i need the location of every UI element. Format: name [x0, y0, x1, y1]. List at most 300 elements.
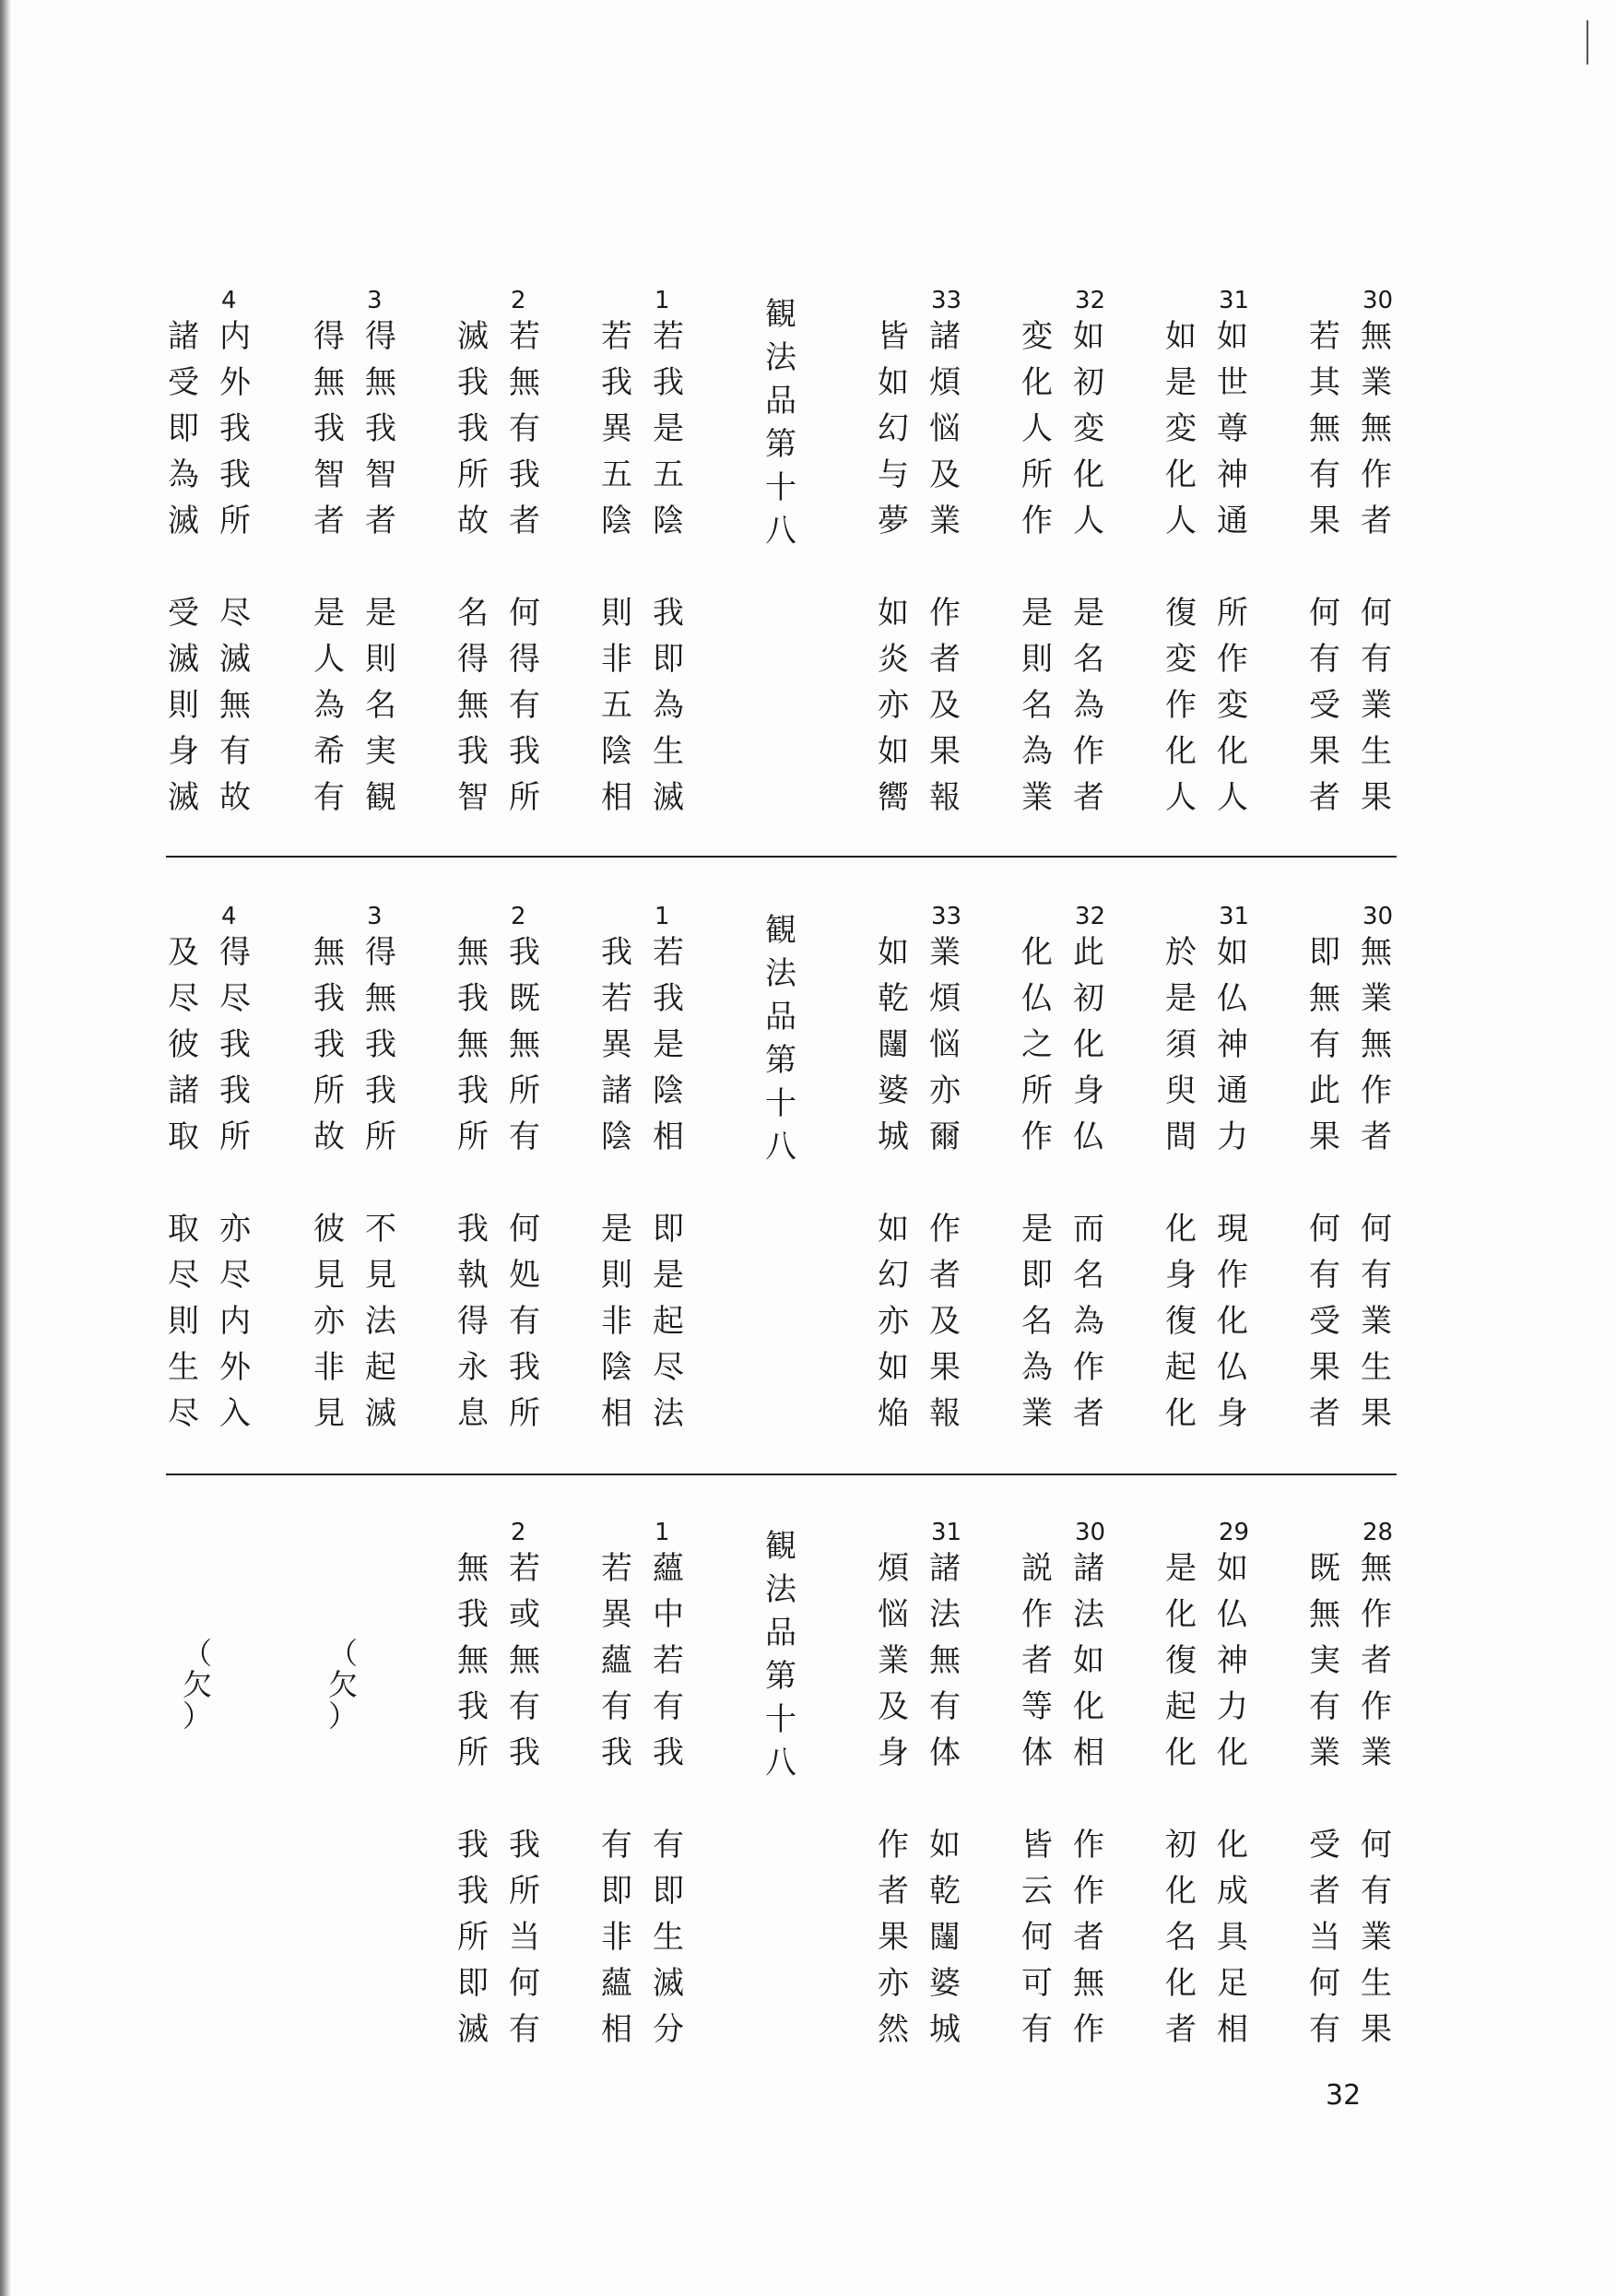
verse-row: 是 世 — [1165, 364, 1248, 401]
verse-31 — [1156, 288, 1257, 821]
missing-verse-4: （ 欠 ） — [182, 1636, 212, 1734]
verse-row: 者 果 — [1309, 1395, 1392, 1432]
chapter-title: 観 法 品 第 十 八 — [765, 912, 796, 1166]
verse-gap — [167, 544, 252, 590]
verse-row: 業 者 — [1021, 1395, 1104, 1432]
verse-row: 復 化 — [1165, 1303, 1248, 1340]
verse-gap — [456, 544, 541, 590]
verse-row: 彼 我 — [168, 1026, 251, 1063]
verse-row: 陰 生 — [601, 733, 684, 770]
verse-row: 変 尊 — [1165, 410, 1248, 447]
verse-row: 変 作 — [1165, 641, 1248, 678]
verse-row: 果 生 — [1309, 1349, 1392, 1386]
verse-row: 果 生 — [1309, 733, 1392, 770]
verse-row: 我 所 — [457, 1873, 540, 1910]
verse-row: 果 者 — [1309, 1118, 1392, 1155]
verse-lines — [456, 929, 541, 1437]
scan-right-mark — [1587, 20, 1588, 65]
verse-row: 我 我 — [457, 1827, 540, 1864]
verse-row: 亦 法 — [313, 1303, 396, 1340]
page-number: 32 — [1326, 2079, 1362, 2112]
verse-lines — [877, 1545, 961, 2053]
verse-number: 31 — [931, 1519, 962, 1546]
verse-row: 相 滅 — [601, 779, 684, 816]
verse-number: 30 — [1075, 1519, 1106, 1546]
verse-gap — [313, 544, 397, 590]
verse-row: 乾 煩 — [878, 980, 961, 1017]
verse-lines — [877, 929, 961, 1437]
verse-lines — [1164, 1545, 1249, 2053]
verse-row: 非 起 — [313, 1349, 396, 1386]
verse-row: 所 身 — [1021, 1072, 1104, 1109]
verse-row: 説 諸 — [1021, 1550, 1104, 1587]
verse-row: 蘊 滅 — [601, 1965, 684, 2002]
verse-29 — [1156, 1520, 1257, 2053]
verse-row: 業 業 — [1309, 1734, 1392, 1771]
verse-row: 希 実 — [313, 733, 396, 770]
verse-row: 我 有 — [457, 1688, 540, 1725]
verse-row: 化 此 — [1021, 934, 1104, 971]
verse-row: 婆 亦 — [878, 1072, 961, 1109]
verse-number: 32 — [1075, 903, 1106, 930]
verse-gap — [1164, 544, 1249, 590]
verse-row: 者 乾 — [878, 1873, 961, 1910]
verse-gap — [877, 544, 961, 590]
verse-number: 1 — [655, 287, 670, 314]
verse-30 — [1300, 288, 1401, 821]
verse-row: 無 無 — [1309, 410, 1392, 447]
verse-row: 諸 我 — [168, 1072, 251, 1109]
verse-row: 尽 尽 — [168, 980, 251, 1017]
verse-gap — [1164, 1160, 1249, 1206]
verse-row: 無 得 — [313, 934, 396, 971]
verse-row: 皆 諸 — [878, 318, 961, 355]
verse-row: 無 無 — [457, 1026, 540, 1063]
verse-lines — [1020, 929, 1105, 1437]
verse-row: 須 神 — [1165, 1026, 1248, 1063]
verse-lines — [1020, 1545, 1105, 2053]
verse-row: 是 仏 — [1165, 980, 1248, 1017]
verse-row: 得 得 — [457, 641, 540, 678]
verse-gap — [313, 1160, 397, 1206]
verse-30 — [1300, 904, 1401, 1437]
verse-row: 諸 陰 — [601, 1072, 684, 1109]
verse-row: 幻 悩 — [878, 410, 961, 447]
verse-row: 我 若 — [601, 934, 684, 971]
verse-row: 城 爾 — [878, 1118, 961, 1155]
verse-row: 化 身 — [1165, 1395, 1248, 1432]
verse-row: 幻 者 — [878, 1257, 961, 1294]
verse-row: 有 作 — [1309, 456, 1392, 493]
verse-row: 即 名 — [1021, 1257, 1104, 1294]
verse-row: 即 我 — [168, 410, 251, 447]
verse-row: 作 如 — [878, 1827, 961, 1864]
verse-row: 者 相 — [1165, 2011, 1248, 2048]
verse-lines — [1020, 314, 1105, 821]
verse-row: 有 作 — [1309, 1688, 1392, 1725]
verse-row: 亦 及 — [878, 687, 961, 724]
verse-row: 何 何 — [1309, 1211, 1392, 1248]
verse-row: 為 名 — [313, 687, 396, 724]
verse-row: 然 城 — [878, 2011, 961, 2048]
verse-row: 身 作 — [1165, 1257, 1248, 1294]
verse-row: 無 我 — [457, 934, 540, 971]
verse-row: 名 為 — [1021, 687, 1104, 724]
verse-row: 我 無 — [313, 980, 396, 1017]
verse-33 — [868, 904, 970, 1437]
verse-row: 人 則 — [313, 641, 396, 678]
verse-row: 非 起 — [601, 1303, 684, 1340]
verse-row: 等 化 — [1021, 1688, 1104, 1725]
verse-row: 相 法 — [601, 1395, 684, 1432]
verse-row: 異 是 — [601, 410, 684, 447]
verse-row: 仏 初 — [1021, 980, 1104, 1017]
verse-row: 為 作 — [1021, 733, 1104, 770]
verse-row: 臾 通 — [1165, 1072, 1248, 1109]
verse-row: 若 無 — [1309, 318, 1392, 355]
verse-row: 即 即 — [601, 1873, 684, 1910]
verse-row: 我 有 — [457, 410, 540, 447]
verse-row: 者 者 — [313, 503, 396, 539]
verse-row: 之 化 — [1021, 1026, 1104, 1063]
verse-gap — [456, 1776, 541, 1822]
verse-row: 間 力 — [1165, 1118, 1248, 1155]
section-divider — [166, 1473, 1397, 1475]
verse-row: 変 如 — [1021, 318, 1104, 355]
verse-row: 我 既 — [457, 980, 540, 1017]
verse-row: 故 者 — [457, 503, 540, 539]
verse-row: 者 果 — [1309, 779, 1392, 816]
verse-row: 陰 相 — [601, 1118, 684, 1155]
verse-row: 与 及 — [878, 456, 961, 493]
verse-row: 無 有 — [457, 687, 540, 724]
verse-row: 嚮 報 — [878, 779, 961, 816]
verse-4 — [159, 904, 260, 1437]
verse-row: 故 所 — [313, 1118, 396, 1155]
verse-lines — [313, 314, 397, 821]
verse-row: 復 所 — [1165, 595, 1248, 632]
verse-row: 有 無 — [1309, 1026, 1392, 1063]
verse-gap — [456, 1160, 541, 1206]
verse-row: 何 者 — [1021, 1919, 1104, 1956]
verse-row: 受 業 — [1309, 687, 1392, 724]
verse-lines — [167, 314, 252, 821]
verse-row: 初 化 — [1165, 1827, 1248, 1864]
verse-row: 所 我 — [457, 456, 540, 493]
verse-row: 業 者 — [1021, 779, 1104, 816]
verse-row: 陰 陰 — [601, 503, 684, 539]
verse-row: 此 作 — [1309, 1072, 1392, 1109]
verse-4 — [159, 288, 260, 821]
verse-1 — [592, 1520, 693, 2053]
verse-row: 如 作 — [878, 1211, 961, 1248]
verse-row: 受 尽 — [168, 595, 251, 632]
verse-row: 五 五 — [601, 456, 684, 493]
verse-row: 人 通 — [1165, 503, 1248, 539]
verse-row: 若 若 — [601, 318, 684, 355]
verse-row: 炎 者 — [878, 641, 961, 678]
verse-number: 3 — [367, 903, 383, 930]
verse-row: 是 而 — [1021, 1211, 1104, 1248]
verse-2 — [448, 288, 549, 821]
verse-gap — [1308, 1776, 1393, 1822]
verse-number: 3 — [367, 287, 383, 314]
verse-row: 我 所 — [457, 1072, 540, 1109]
verse-row: 蘊 若 — [601, 1642, 684, 1679]
verse-row: 起 力 — [1165, 1688, 1248, 1725]
verse-row: 所 化 — [1021, 456, 1104, 493]
verse-lines — [877, 314, 961, 821]
verse-row: 夢 業 — [878, 503, 961, 539]
verse-gap — [1020, 1776, 1105, 1822]
verse-row: 身 有 — [168, 733, 251, 770]
verse-row: 有 有 — [1309, 1257, 1392, 1294]
verse-row: 及 有 — [878, 1688, 961, 1725]
verse-number: 33 — [931, 287, 962, 314]
verse-row: 則 内 — [168, 1303, 251, 1340]
verse-gap — [1308, 1160, 1393, 1206]
verse-number: 30 — [1362, 287, 1394, 314]
verse-row: 滅 若 — [457, 318, 540, 355]
verse-row: 執 処 — [457, 1257, 540, 1294]
verse-row: 相 分 — [601, 2011, 684, 2048]
verse-row: 者 如 — [1021, 1642, 1104, 1679]
verse-row: 化 足 — [1165, 1965, 1248, 2002]
verse-row: 者 有 — [1309, 1873, 1392, 1910]
verse-row: 有 作 — [1021, 2011, 1104, 2048]
verse-row: 得 有 — [457, 1303, 540, 1340]
verse-gap — [167, 1160, 252, 1206]
verse-number: 28 — [1362, 1519, 1394, 1546]
verse-row: 即 無 — [1309, 934, 1392, 971]
verse-row: 作 仏 — [1021, 1118, 1104, 1155]
verse-28 — [1300, 1520, 1401, 2053]
verse-row: 煩 諸 — [878, 1550, 961, 1587]
verse-lines — [600, 1545, 685, 2053]
verse-row: 名 何 — [457, 595, 540, 632]
verse-row: 異 中 — [601, 1596, 684, 1633]
verse-row: 如 果 — [878, 733, 961, 770]
verse-row: 智 智 — [313, 456, 396, 493]
verse-row: 我 我 — [313, 410, 396, 447]
verse-number: 2 — [511, 287, 526, 314]
verse-row: 無 無 — [313, 364, 396, 401]
verse-row: 果 者 — [1309, 503, 1392, 539]
verse-row: 起 仏 — [1165, 1349, 1248, 1386]
verse-row: 如 煩 — [878, 364, 961, 401]
section-divider — [166, 856, 1397, 858]
verse-lines — [600, 314, 685, 821]
verse-row: 如 業 — [878, 934, 961, 971]
verse-row: 滅 滅 — [168, 641, 251, 678]
verse-gap — [1164, 1776, 1249, 1822]
verse-2 — [448, 1520, 549, 2053]
verse-row: 作 変 — [1165, 687, 1248, 724]
verse-row: 非 生 — [601, 1919, 684, 1956]
verse-number: 29 — [1219, 1519, 1250, 1546]
verse-row: 取 亦 — [168, 1211, 251, 1248]
verse-row: 異 是 — [601, 1026, 684, 1063]
verse-row: 為 作 — [1021, 1349, 1104, 1386]
verse-number: 2 — [511, 1519, 526, 1546]
verse-row: 所 我 — [313, 1072, 396, 1109]
verse-row: 我 我 — [601, 1734, 684, 1771]
verse-row: 陰 尽 — [601, 1349, 684, 1386]
verse-row: 無 作 — [1309, 1596, 1392, 1633]
verse-number: 33 — [931, 903, 962, 930]
verse-row: 尽 入 — [168, 1395, 251, 1432]
verse-row: 滅 所 — [168, 503, 251, 539]
verse-row: 作 人 — [1021, 503, 1104, 539]
verse-row: 永 我 — [457, 1349, 540, 1386]
verse-row: 我 我 — [457, 733, 540, 770]
missing-verse-3: （ 欠 ） — [327, 1636, 358, 1734]
verse-row: 如 作 — [878, 595, 961, 632]
verse-row: 於 如 — [1165, 934, 1248, 971]
verse-row: 則 我 — [601, 595, 684, 632]
verse-row: 即 何 — [457, 1965, 540, 2002]
verse-lines — [1308, 1545, 1393, 2053]
verse-row: 皆 作 — [1021, 1827, 1104, 1864]
verse-row: 体 相 — [1021, 1734, 1104, 1771]
verse-row: 復 神 — [1165, 1642, 1248, 1679]
verse-row: 所 当 — [457, 1919, 540, 1956]
verse-row: 取 所 — [168, 1118, 251, 1155]
verse-row: 及 得 — [168, 934, 251, 971]
verse-row: 我 何 — [457, 1211, 540, 1248]
verse-row: 何 何 — [1309, 595, 1392, 632]
verse-3 — [304, 904, 406, 1437]
verse-number: 4 — [221, 903, 237, 930]
verse-row: 人 人 — [1165, 779, 1248, 816]
verse-32 — [1012, 904, 1114, 1437]
verse-row: 見 滅 — [313, 1395, 396, 1432]
verse-row: 受 外 — [168, 364, 251, 401]
verse-row: 如 如 — [1165, 318, 1248, 355]
verse-lines — [600, 929, 685, 1437]
verse-31 — [868, 1520, 970, 2053]
verse-row: 有 果 — [1309, 2011, 1392, 2048]
verse-row: 則 是 — [601, 1257, 684, 1294]
verse-row: 我 我 — [601, 364, 684, 401]
verse-row: 名 為 — [1021, 1303, 1104, 1340]
verse-row: 無 業 — [1309, 980, 1392, 1017]
verse-row: 則 無 — [168, 687, 251, 724]
verse-row: 生 外 — [168, 1349, 251, 1386]
verse-33 — [868, 288, 970, 821]
verse-row: 実 者 — [1309, 1642, 1392, 1679]
verse-lines — [1164, 314, 1249, 821]
verse-lines — [167, 929, 252, 1437]
verse-row: 有 有 — [601, 1688, 684, 1725]
verse-row: 所 我 — [457, 1734, 540, 1771]
verse-lines — [1308, 929, 1393, 1437]
verse-row: 為 我 — [168, 456, 251, 493]
verse-row: 化 成 — [1165, 1873, 1248, 1910]
verse-row: 何 生 — [1309, 1965, 1392, 2002]
verse-row: 滅 故 — [168, 779, 251, 816]
verse-row: 化 現 — [1165, 1211, 1248, 1248]
verse-row: 得 得 — [313, 318, 396, 355]
verse-row: 諸 内 — [168, 318, 251, 355]
verse-row: 我 或 — [457, 1596, 540, 1633]
verse-row: 彼 不 — [313, 1211, 396, 1248]
verse-row: 五 為 — [601, 687, 684, 724]
verse-row: 化 神 — [1165, 456, 1248, 493]
verse-row: 既 無 — [1309, 1550, 1392, 1587]
verse-gap — [1308, 544, 1393, 590]
verse-row: 名 具 — [1165, 1919, 1248, 1956]
verse-row: 其 業 — [1309, 364, 1392, 401]
verse-row: 有 観 — [313, 779, 396, 816]
verse-row: 闥 悩 — [878, 1026, 961, 1063]
verse-row: 業 無 — [878, 1642, 961, 1679]
verse-row: 亦 婆 — [878, 1965, 961, 2002]
verse-row: 受 何 — [1309, 1827, 1392, 1864]
verse-row: 智 所 — [457, 779, 540, 816]
verse-row: 化 仏 — [1165, 1596, 1248, 1633]
verse-number: 2 — [511, 903, 526, 930]
verse-row: 果 闥 — [878, 1919, 961, 1956]
verse-row: 我 我 — [313, 1026, 396, 1063]
verse-gap — [600, 544, 685, 590]
chapter-title: 観 法 品 第 十 八 — [765, 1528, 796, 1781]
verse-lines — [313, 929, 397, 1437]
verse-number: 1 — [655, 1519, 670, 1546]
verse-row: 滅 有 — [457, 2011, 540, 2048]
verse-gap — [877, 1160, 961, 1206]
verse-gap — [877, 1776, 961, 1822]
verse-number: 4 — [221, 287, 237, 314]
verse-row: 人 変 — [1021, 410, 1104, 447]
verse-row: 当 業 — [1309, 1919, 1392, 1956]
verse-row: 若 我 — [601, 980, 684, 1017]
verse-31 — [1156, 904, 1257, 1437]
verse-row: 是 是 — [1021, 595, 1104, 632]
verse-row: 焔 報 — [878, 1395, 961, 1432]
verse-2 — [448, 904, 549, 1437]
verse-number: 31 — [1219, 903, 1250, 930]
verse-row: 是 如 — [1165, 1550, 1248, 1587]
verse-gap — [600, 1160, 685, 1206]
verse-number: 31 — [1219, 287, 1250, 314]
verse-row: 有 有 — [601, 1827, 684, 1864]
verse-row: 有 有 — [1309, 641, 1392, 678]
verse-row: 作 法 — [1021, 1596, 1104, 1633]
verse-1 — [592, 288, 693, 821]
verse-row: 化 化 — [1165, 1734, 1248, 1771]
verse-row: 我 無 — [457, 364, 540, 401]
verse-row: 息 所 — [457, 1395, 540, 1432]
chapter-title: 観 法 品 第 十 八 — [765, 296, 796, 550]
verse-row: 化 初 — [1021, 364, 1104, 401]
scan-left-edge — [0, 0, 11, 2296]
verse-row: 亦 及 — [878, 1303, 961, 1340]
verse-row: 云 作 — [1021, 1873, 1104, 1910]
verse-row: 尽 尽 — [168, 1257, 251, 1294]
verse-lines — [456, 314, 541, 821]
verse-30 — [1012, 1520, 1114, 2053]
verse-row: 如 果 — [878, 1349, 961, 1386]
verse-1 — [592, 904, 693, 1437]
verse-gap — [600, 1776, 685, 1822]
verse-row: 若 蘊 — [601, 1550, 684, 1587]
verse-row: 悩 法 — [878, 1596, 961, 1633]
verse-3 — [304, 288, 406, 821]
verse-row: 見 見 — [313, 1257, 396, 1294]
verse-32 — [1012, 288, 1114, 821]
verse-lines — [1308, 314, 1393, 821]
